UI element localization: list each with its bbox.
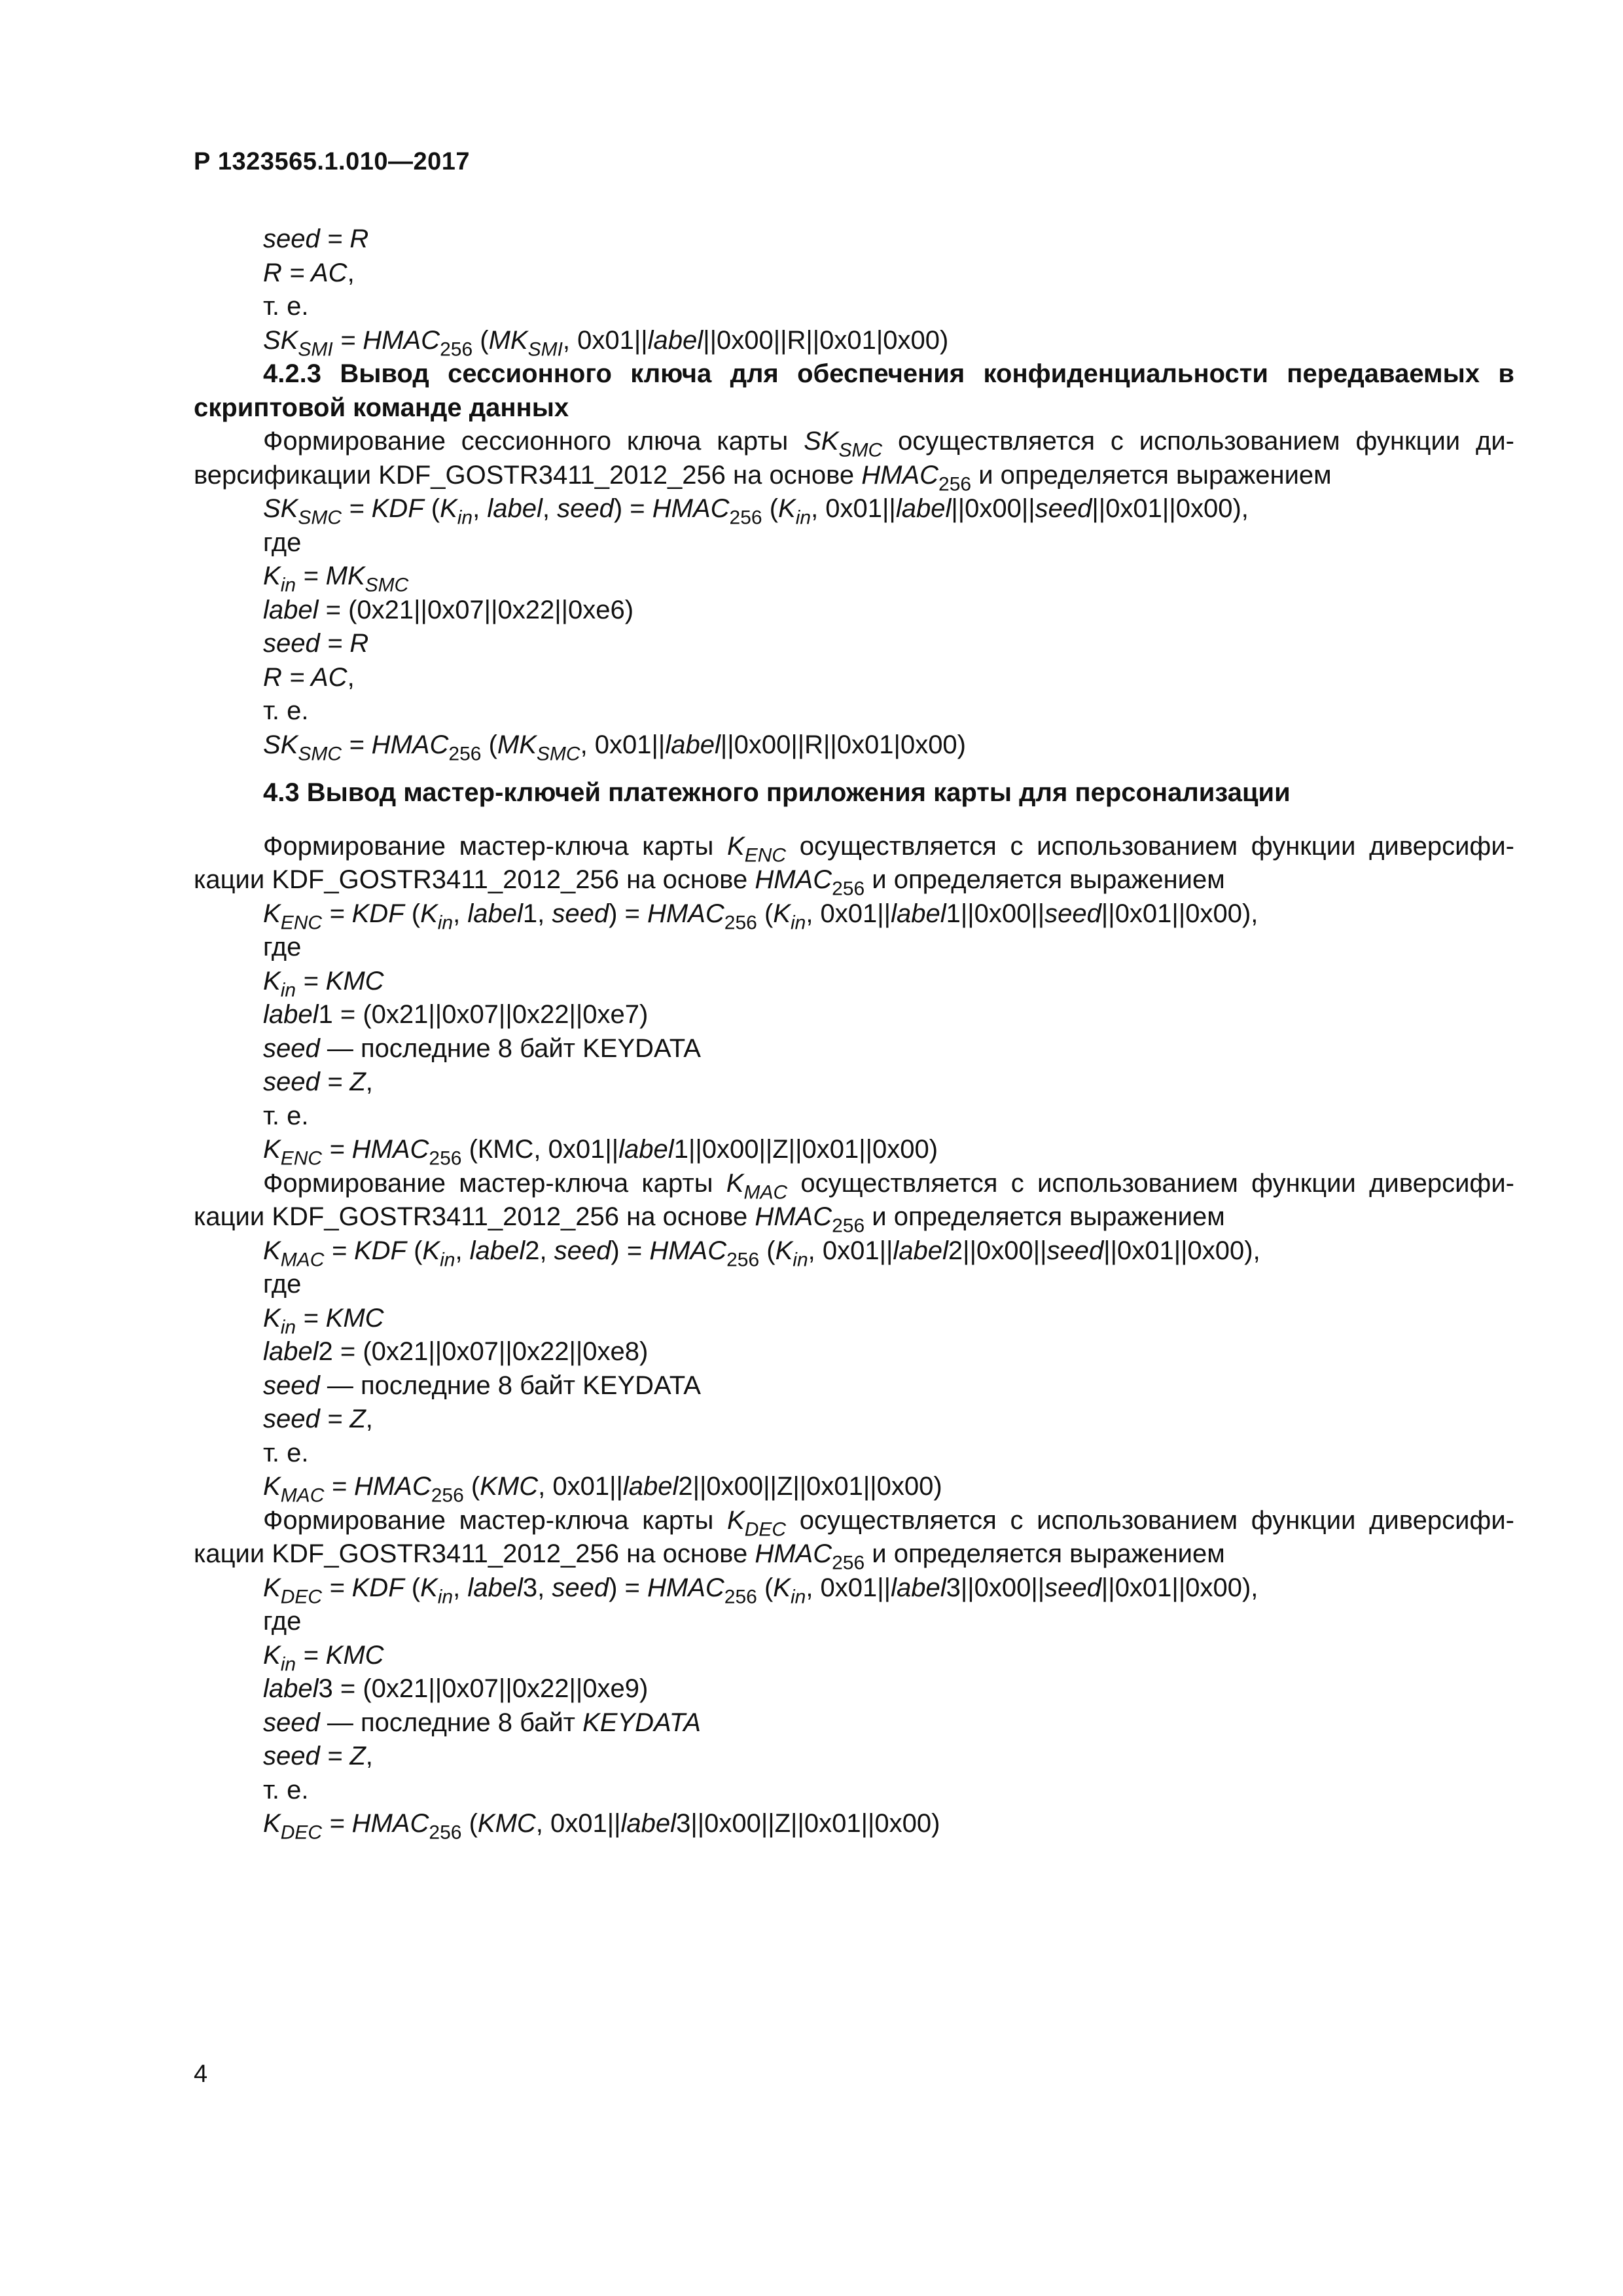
formula-line: seed = R [263, 629, 369, 658]
formula-line: seed = Z, [263, 1405, 373, 1433]
paragraph-dec: Формирование мастер-ключа карты $K_{DEC}$ осуществляется с использованием функции диверсификации KDF_GOSTR3411_2012_256 на основе $HMAC_{256}$ и определяется выражением [194, 1505, 1514, 1574]
formula-line: label3 = (0x21||0x07||0x22||0xe9) [263, 1674, 649, 1703]
document-header: Р 1323565.1.010—2017 [194, 148, 471, 175]
formula-line: seed — последние 8 байт KEYDATA [263, 1033, 701, 1063]
formula-line: label = (0x21||0x07||0x22||0xe6) [263, 595, 634, 624]
ie-line: т. е. [263, 696, 309, 725]
formula-line: $K_{in}$ = KMC [263, 1303, 384, 1338]
formula-line: label1 = (0x21||0x07||0x22||0xe7) [263, 1000, 649, 1029]
ie-line: т. е. [263, 292, 309, 321]
gde-line: где [263, 1270, 302, 1299]
formula-line: $K_{in}$ = KMC [263, 966, 384, 1001]
formula-line: R = AC, [263, 662, 355, 692]
ie-line: т. е. [263, 1101, 309, 1130]
gde-line: где [263, 528, 302, 557]
formula-sk-smc-final: $SK_{SMC}$ = $HMAC_{256}$ ($MK_{SMC}$, 0x01||label||0x00||R||0x01|0x00) [263, 730, 966, 764]
document-body [194, 223, 1514, 1844]
formula-line: seed = Z, [263, 1742, 373, 1770]
formula-k-dec-final: $K_{DEC}$ = $HMAC_{256}$ (KMC, 0x01||label3||0x00||Z||0x01||0x00) [263, 1809, 940, 1844]
paragraph-mac: Формирование мастер-ключа карты $K_{MAC}$ осуществляется с использованием функции диверсификации KDF_GOSTR3411_2012_256 на основе $HMAC_{256}$ и определяется выражением [194, 1168, 1514, 1237]
formula-sk-smi: $SK_{SMI}$ = $HMAC_{256}$ ($MK_{SMI}$, 0x01||label||0x00||R||0x01|0x00) [263, 325, 949, 360]
formula-sk-smc: $SK_{SMC}$ = KDF ($K_{in}$, label, seed) = $HMAC_{256}$ ($K_{in}$, 0x01||label||0x00||seed||0x01||0x00), [263, 494, 1249, 529]
paragraph-smc: Формирование сессионного ключа карты $SK_{SMC}$ осуществляется с использованием функции диверсификации KDF_GOSTR3411_2012_256 на основе $HMAC_{256}$ и определяется выражением [194, 427, 1514, 495]
formula-k-dec: $K_{DEC}$ = KDF ($K_{in}$, label3, seed) = $HMAC_{256}$ ($K_{in}$, 0x01||label3||0x00||seed||0x01||0x00), [263, 1573, 1258, 1607]
formula-k-mac-final: $K_{MAC}$ = $HMAC_{256}$ (KMC, 0x01||label2||0x00||Z||0x01||0x00) [263, 1472, 942, 1507]
formula-line: $K_{in} = MK_{SMC}$ [263, 562, 409, 596]
paragraph-enc: Формирование мастер-ключа карты $K_{ENC}$ осуществляется с использованием функции диверсификации KDF_GOSTR3411_2012_256 на основе $HMAC_{256}$ и определяется выражением [194, 831, 1514, 900]
ie-line: т. е. [263, 1775, 309, 1804]
section-heading-4-3: 4.3 Вывод мастер-ключей платежного приложения карты для персонализации [263, 778, 1291, 807]
section-heading-4-2-3: 4.2.3 Вывод сессионного ключа для обеспечения конфиденциальности передаваемых в скриптовой команде данных [194, 359, 1514, 422]
formula-line: label2 = (0x21||0x07||0x22||0xe8) [263, 1337, 649, 1366]
formula-line: seed — последние 8 байт KEYDATA [263, 1371, 701, 1400]
formula-line: seed = R [263, 224, 369, 253]
gde-line: где [263, 1607, 302, 1636]
formula-k-mac: $K_{MAC}$ = KDF ($K_{in}$, label2, seed) = $HMAC_{256}$ ($K_{in}$, 0x01||label2||0x00||seed||0x01||0x00), [263, 1236, 1260, 1270]
ie-line: т. е. [263, 1438, 309, 1467]
formula-line: seed = Z, [263, 1067, 373, 1096]
formula-k-enc-final: $K_{ENC}$ = $HMAC_{256}$ (КМС, 0x01||label1||0x00||Z||0x01||0x00) [263, 1135, 938, 1170]
formula-line: seed — последние 8 байт KEYDATA [263, 1708, 701, 1737]
formula-line: $K_{in}$ = KMC [263, 1640, 384, 1675]
gde-line: где [263, 933, 302, 961]
formula-k-enc: $K_{ENC}$ = KDF ($K_{in}$, label1, seed) = $HMAC_{256}$ ($K_{in}$, 0x01||label1||0x00||seed||0x01||0x00), [263, 899, 1258, 933]
formula-line: R = AC, [263, 258, 355, 287]
page-number: 4 [194, 2060, 208, 2088]
